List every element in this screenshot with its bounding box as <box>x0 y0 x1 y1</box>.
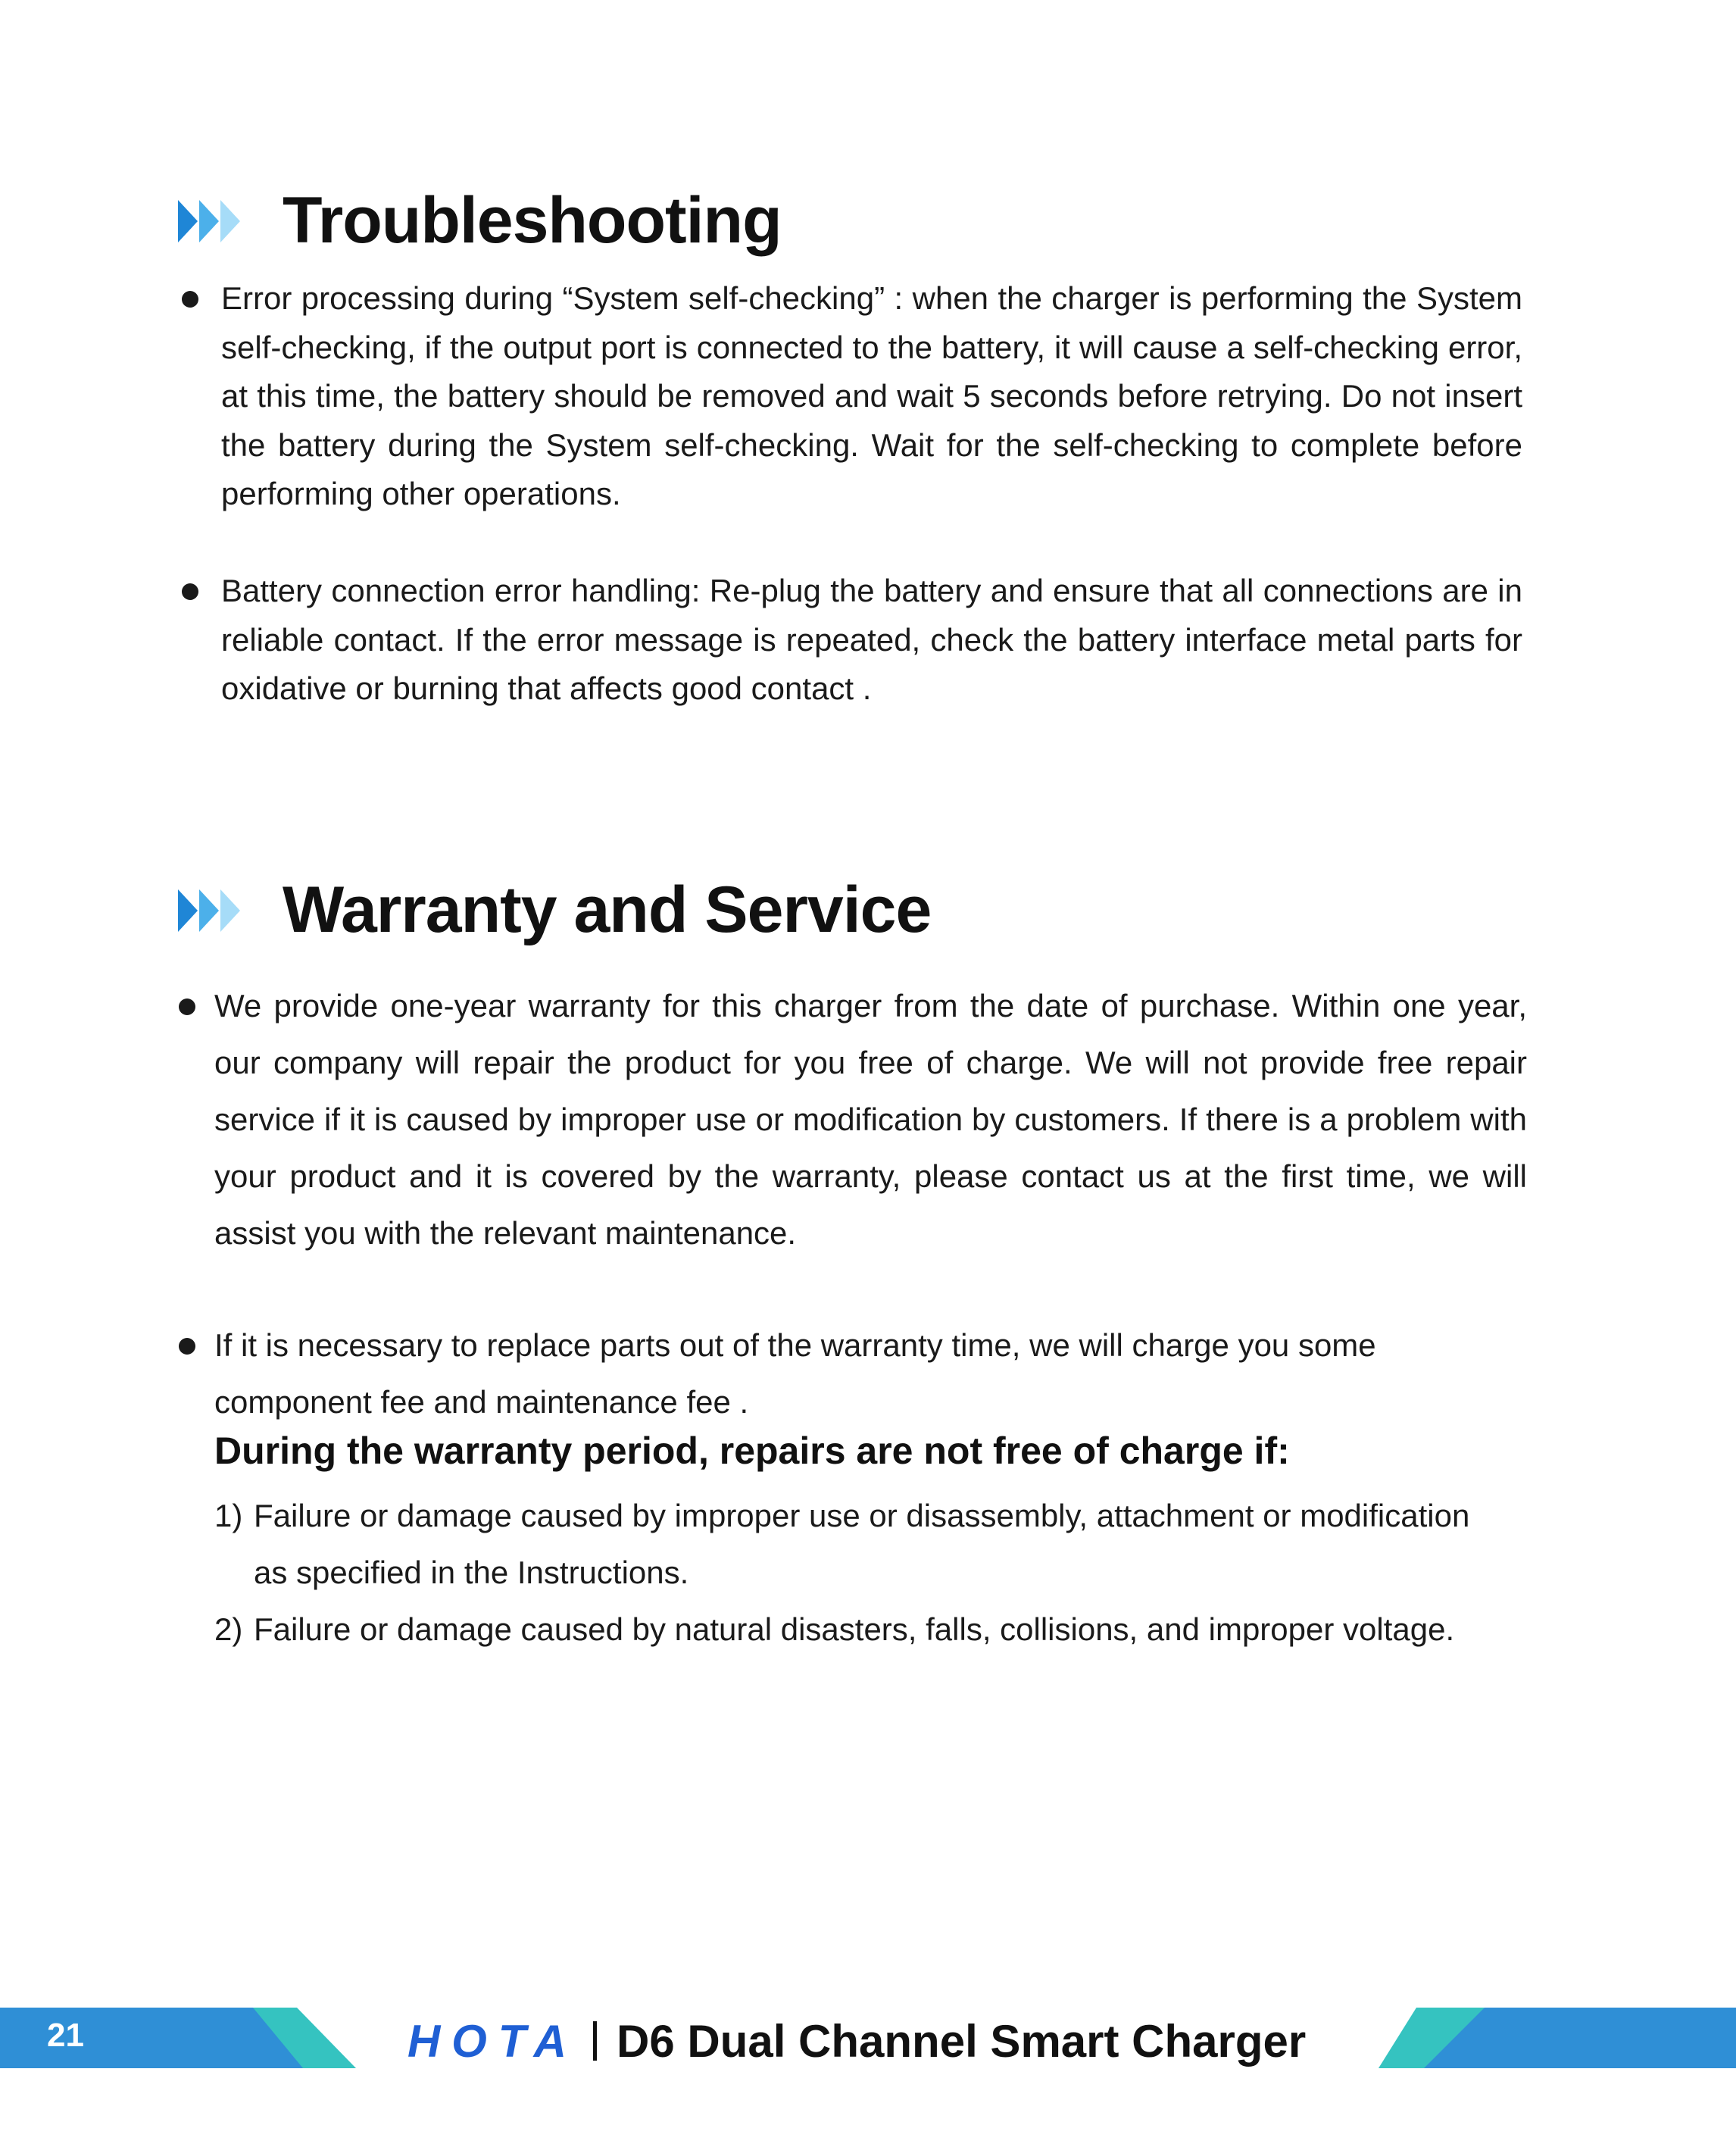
footer-brand <box>407 2011 1306 2071</box>
warranty-exclusions-heading: During the warranty period, repairs are not free of charge if: <box>214 1430 1290 1472</box>
triple-chevron-icon <box>178 197 252 245</box>
troubleshooting-title: Troubleshooting <box>283 184 782 257</box>
condition-text: Failure or damage caused by natural disasters, falls, collisions, and improper voltage. <box>254 1611 1455 1647</box>
warranty-item-text: If it is necessary to replace parts out of the warranty time, we will charge you some component fee and maintenance fee . <box>214 1327 1376 1420</box>
warranty-item-text: We provide one-year warranty for this charger from the date of purchase. Within one year, our company will repair the product for you free of charge. We will not provide free repair service if it is caused by improper use or modification by customers. If there is a problem with your product and it is covered by the warranty, please contact us at the first time, we will assist you with the relevant maintenance. <box>214 988 1527 1251</box>
page-number: 21 <box>47 2017 84 2054</box>
product-name: D6 Dual Channel Smart Charger <box>617 2015 1307 2067</box>
warranty-title: Warranty and Service <box>283 873 932 946</box>
troubleshooting-heading <box>178 183 782 258</box>
condition-text: Failure or damage caused by improper use or disassembly, attachment or modification <box>254 1498 1470 1533</box>
troubleshooting-item-text: Error processing during “System self-checking” : when the charger is performing the System self-checking, if the output port is connected to the battery, it will cause a self-checking error, at this time, the battery should be removed and wait 5 seconds before retrying. Do not insert the battery during the System self-checking. Wait for the self-checking to complete before performing other operations. <box>221 280 1522 511</box>
condition-text-continued: as specified in the Instructions. <box>254 1555 689 1590</box>
troubleshooting-item-1 <box>182 274 1522 519</box>
bullet-dot <box>182 583 198 600</box>
warranty-item-2 <box>179 1317 1527 1430</box>
warranty-heading <box>178 873 931 948</box>
warranty-item-1 <box>179 977 1527 1261</box>
bullet-dot <box>179 1338 195 1355</box>
condition-item-2 <box>214 1601 1578 1658</box>
condition-number: 2) <box>214 1611 243 1647</box>
condition-item-1 <box>214 1487 1578 1601</box>
hota-logo <box>407 2019 570 2063</box>
condition-number: 1) <box>214 1498 243 1533</box>
troubleshooting-item-2 <box>182 567 1522 714</box>
triple-chevron-icon <box>178 886 252 935</box>
bullet-dot <box>179 998 195 1015</box>
bullet-dot <box>182 291 198 308</box>
footer-separator <box>593 2021 597 2061</box>
hota-logo-text: HOTA <box>407 2019 567 2063</box>
troubleshooting-item-text: Battery connection error handling: Re-plug the battery and ensure that all connections are in reliable contact. If the error message is repeated, check the battery interface metal parts for oxidative or burning that affects good contact . <box>221 573 1522 706</box>
